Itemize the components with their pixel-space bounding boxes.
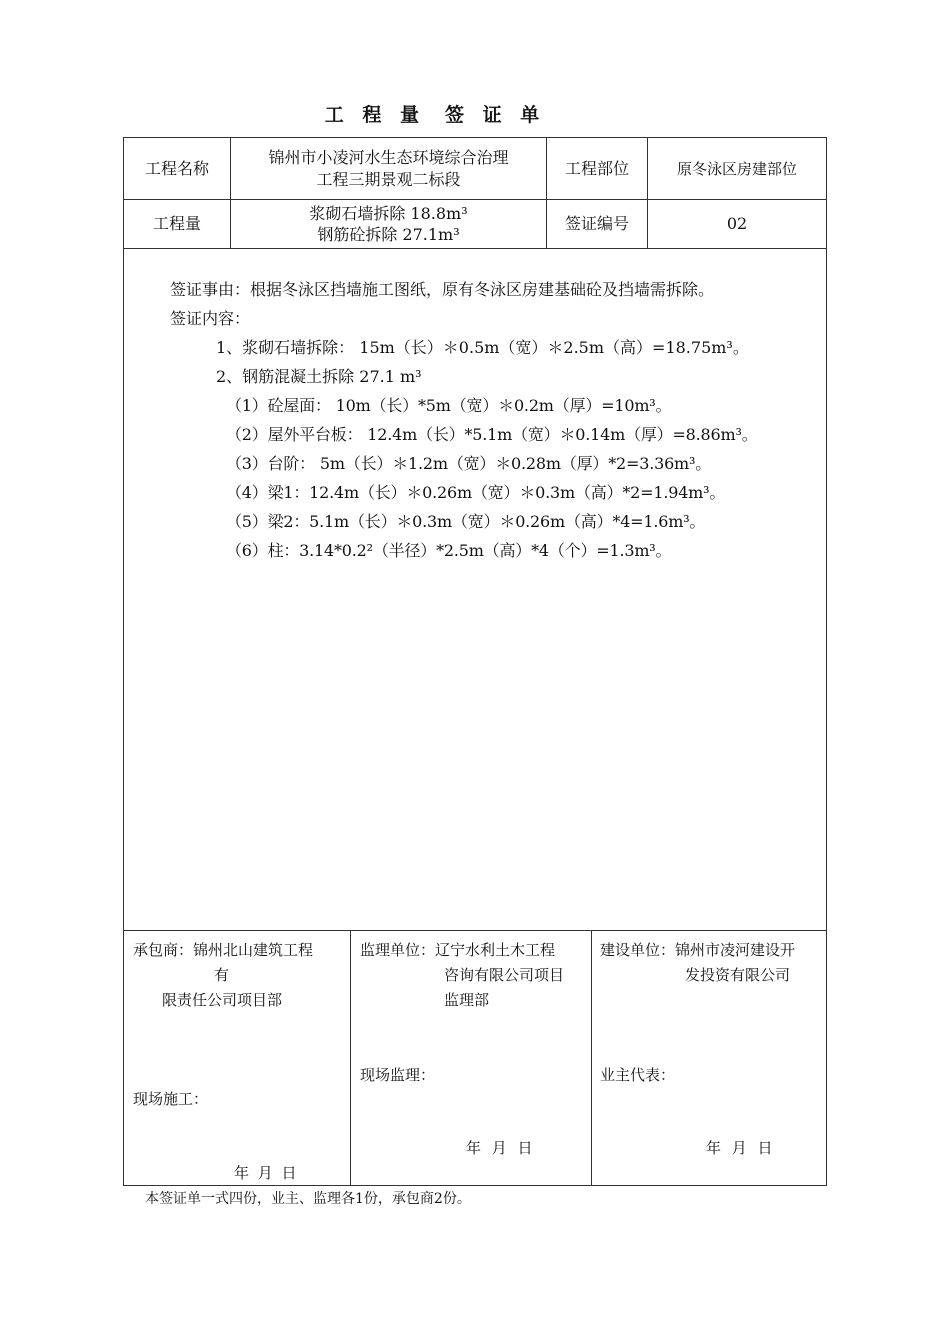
supervisor-line1: 监理单位：辽宁水利土木工程 (360, 941, 556, 959)
cert-reason: 签证事由：根据冬泳区挡墙施工图纸，原有冬泳区房建基础砼及挡墙需拆除。 (170, 280, 715, 299)
content-sub-1: （1）砼屋面： 10m（长）*5m（宽）＊0.2m（厚）=10m³。 (226, 396, 672, 415)
project-part-label: 工程部位 (564, 158, 629, 178)
content-label: 签证内容： (170, 309, 251, 328)
contractor-line2: 有 (214, 966, 230, 984)
content-sub-3: （3）台阶： 5m（长）＊1.2m（宽）＊0.28m（厚）*2=3.36m³。 (226, 454, 712, 473)
owner-rep: 业主代表： (600, 1066, 676, 1084)
owner-line2: 发投资有限公司 (685, 966, 791, 984)
cert-no-value: 02 (726, 214, 748, 233)
content-sub-4: （4）梁1：12.4m（长）＊0.26m（宽）＊0.3m（高）*2=1.94m³。 (226, 483, 726, 502)
owner-date: 年 月 日 (706, 1139, 773, 1157)
cert-no-label: 签证编号 (564, 214, 629, 233)
content-item-1: 1、浆砌石墙拆除： 15m（长）＊0.5m（宽）＊2.5m（高）=18.75m³。 (216, 338, 749, 357)
supervisor-line3: 监理部 (444, 991, 490, 1009)
content-sub-6: （6）柱：3.14*0.2²（半径）*2.5m（高）*4（个）=1.3m³。 (226, 541, 672, 560)
quantity-value (231, 200, 546, 248)
quantity-line2: 钢筋砼拆除 27.1m³ (317, 225, 460, 244)
contractor-site: 现场施工： (133, 1090, 209, 1108)
row-divider-2 (124, 248, 826, 249)
content-sub-5: （5）梁2：5.1m（长）＊0.3m（宽）＊0.26m（高）*4=1.6m³。 (226, 512, 706, 531)
sig-divider-2 (591, 930, 592, 1185)
project-name-label: 工程名称 (144, 158, 209, 178)
quantity-line1: 浆砌石墙拆除 18.8m³ (309, 204, 468, 223)
project-name-line2: 工程三期景观二标段 (316, 169, 461, 189)
certificate-form (123, 137, 827, 1186)
project-name-line1: 锦州市小凌河水生态环境综合治理 (268, 147, 509, 167)
sig-divider-1 (350, 930, 351, 1185)
footer-note: 本签证单一式四份，业主、监理各1份，承包商2份。 (145, 1191, 471, 1207)
title-part1: 工 程 量 (324, 104, 425, 126)
project-name-value (231, 138, 546, 199)
contractor-line3: 限责任公司项目部 (162, 991, 283, 1009)
contractor-date: 年 月 日 (234, 1164, 297, 1182)
document-title (0, 100, 870, 127)
project-part-value: 原冬泳区房建部位 (676, 159, 797, 178)
certificate-content (170, 275, 758, 565)
contractor-line1: 承包商：锦州北山建筑工程 (133, 941, 314, 959)
row-divider-3 (124, 930, 826, 931)
supervisor-site: 现场监理： (360, 1066, 436, 1084)
title-part2: 签 证 单 (445, 104, 546, 126)
content-item-2: 2、钢筋混凝土拆除 27.1 m³ (216, 367, 422, 386)
supervisor-date: 年 月 日 (466, 1139, 533, 1157)
supervisor-line2: 咨询有限公司项目 (444, 966, 565, 984)
quantity-label: 工程量 (152, 214, 201, 233)
content-sub-2: （2）屋外平台板： 12.4m（长）*5.1m（宽）＊0.14m（厚）=8.86m³。 (226, 425, 758, 444)
owner-line1: 建设单位：锦州市凌河建设开 (600, 941, 796, 959)
